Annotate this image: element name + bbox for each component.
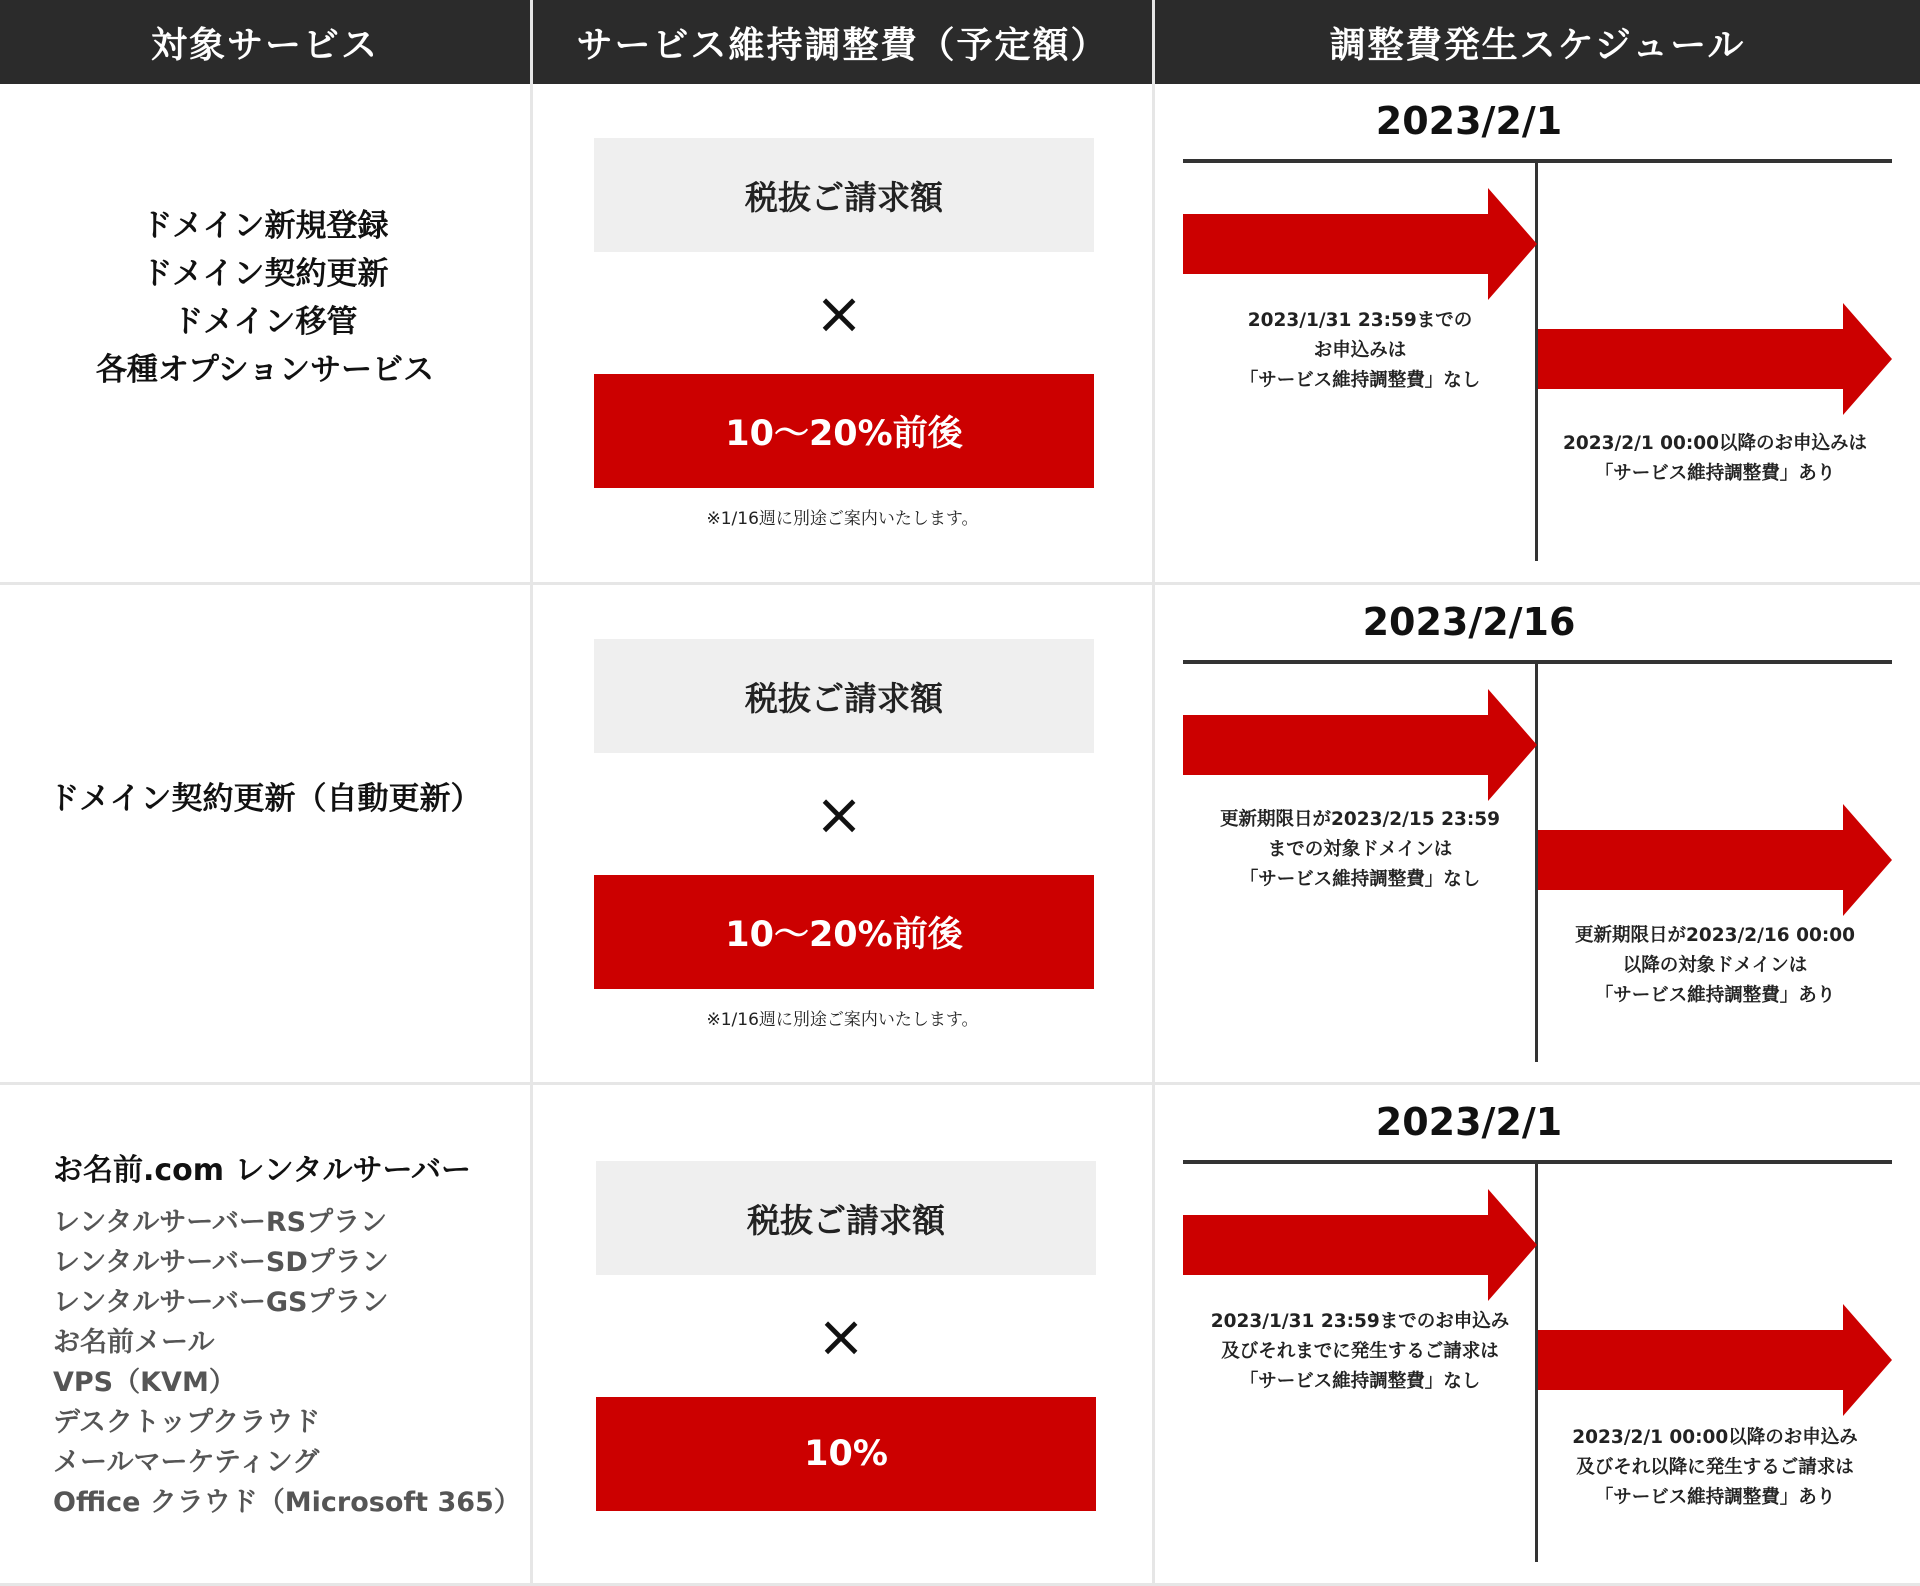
base-amount-box: 税抜ご請求額 xyxy=(594,138,1094,252)
fee-note: ※1/16週に別途ご案内いたします。 xyxy=(706,1010,979,1030)
row1-fee-cell xyxy=(533,84,1152,582)
row2-schedule-cell xyxy=(1155,585,1920,1082)
service-item: ドメイン移管 xyxy=(172,304,358,340)
service-item: デスクトップクラウド xyxy=(53,1407,321,1438)
after-arrow-icon xyxy=(1538,303,1892,415)
before-description xyxy=(1183,306,1537,396)
schedule-date: 2023/2/1 xyxy=(1375,1100,1563,1144)
fee-rate-box: 10～20%前後 xyxy=(594,875,1094,989)
before-description xyxy=(1167,1307,1553,1397)
before-line: 「サービス維持調整費」なし xyxy=(1239,370,1481,391)
before-line: 及びそれまでに発生するご請求は xyxy=(1221,1341,1499,1362)
row2-fee-cell xyxy=(533,585,1152,1082)
row1-services-cell xyxy=(0,84,530,582)
before-line: までの対象ドメインは xyxy=(1267,839,1453,860)
before-line: 2023/1/31 23:59までのお申込み xyxy=(1210,1311,1510,1332)
service-item: レンタルサーバーGSプラン xyxy=(53,1287,389,1318)
after-line: 「サービス維持調整費」あり xyxy=(1594,1487,1836,1508)
row3-schedule-cell xyxy=(1155,1085,1920,1583)
service-item: お名前メール xyxy=(53,1327,215,1358)
base-amount-box: 税抜ご請求額 xyxy=(594,639,1094,753)
service-item: ドメイン契約更新（自動更新） xyxy=(48,781,482,817)
base-amount-box: 税抜ご請求額 xyxy=(596,1161,1096,1275)
row2-services-cell xyxy=(0,585,530,1082)
after-line: 「サービス維持調整費」あり xyxy=(1594,463,1836,484)
service-item: レンタルサーバーSDプラン xyxy=(53,1247,389,1278)
fee-note: ※1/16週に別途ご案内いたします。 xyxy=(706,509,979,529)
after-description xyxy=(1538,429,1892,489)
header-target-services: 対象サービス xyxy=(0,0,530,84)
service-item: VPS（KVM） xyxy=(53,1367,236,1398)
before-line: 更新期限日が2023/2/15 23:59 xyxy=(1220,809,1500,830)
row3-fee-cell xyxy=(533,1085,1152,1583)
after-description xyxy=(1530,1423,1900,1513)
before-line: 「サービス維持調整費」なし xyxy=(1239,869,1481,890)
after-arrow-icon xyxy=(1538,804,1892,916)
service-item: 各種オプションサービス xyxy=(95,352,435,388)
after-description xyxy=(1538,921,1892,1011)
after-arrow-icon xyxy=(1538,1304,1892,1416)
multiply-icon: × xyxy=(816,1302,866,1370)
multiply-icon: × xyxy=(814,279,864,347)
after-line: 2023/2/1 00:00以降のお申込み xyxy=(1572,1427,1858,1448)
after-line: 「サービス維持調整費」あり xyxy=(1594,985,1836,1006)
before-line: お申込みは xyxy=(1313,340,1407,361)
header-schedule: 調整費発生スケジュール xyxy=(1155,0,1920,84)
row1-schedule-cell xyxy=(1155,84,1920,582)
after-line: 更新期限日が2023/2/16 00:00 xyxy=(1575,925,1855,946)
before-line: 「サービス維持調整費」なし xyxy=(1239,1371,1481,1392)
schedule-date: 2023/2/1 xyxy=(1375,99,1563,143)
after-line: 及びそれ以降に発生するご請求は xyxy=(1576,1457,1854,1478)
before-line: 2023/1/31 23:59までの xyxy=(1247,310,1473,331)
before-description xyxy=(1183,805,1537,895)
before-arrow-icon xyxy=(1183,1189,1537,1301)
fee-rate-box: 10% xyxy=(596,1397,1096,1511)
service-item: メールマーケティング xyxy=(53,1447,320,1478)
after-line: 2023/2/1 00:00以降のお申込みは xyxy=(1562,433,1868,454)
service-item: レンタルサーバーRSプラン xyxy=(53,1207,388,1238)
before-arrow-icon xyxy=(1183,188,1537,300)
after-line: 以降の対象ドメインは xyxy=(1622,955,1808,976)
header-fee: サービス維持調整費（予定額） xyxy=(533,0,1152,84)
service-item: ドメイン契約更新 xyxy=(141,256,389,292)
service-group-title: お名前.com レンタルサーバー xyxy=(53,1153,472,1188)
schedule-date: 2023/2/16 xyxy=(1362,600,1576,644)
service-item: Office クラウド（Microsoft 365） xyxy=(53,1487,521,1518)
before-arrow-icon xyxy=(1183,689,1537,801)
fee-rate-box: 10～20%前後 xyxy=(594,374,1094,488)
multiply-icon: × xyxy=(814,780,864,848)
row3-services-cell xyxy=(0,1085,530,1583)
service-item: ドメイン新規登録 xyxy=(141,208,389,244)
